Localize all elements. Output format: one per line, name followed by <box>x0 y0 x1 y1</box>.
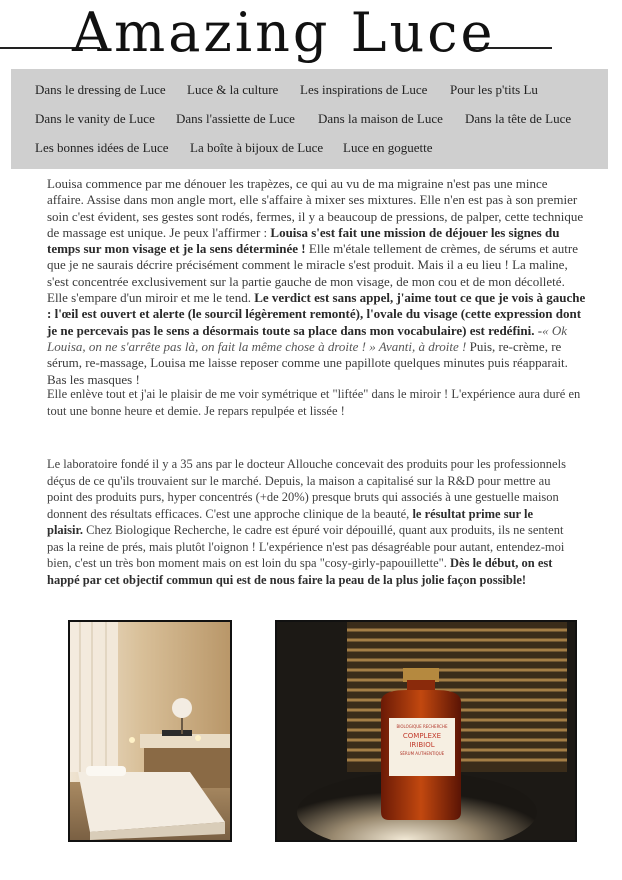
category-nav <box>11 69 608 169</box>
spa-room-illustration <box>70 622 230 840</box>
bottle-label-iribiol: IRIBIOL <box>409 741 435 749</box>
nav-item-ptits-lu[interactable]: Pour les p'tits Lu <box>450 82 538 97</box>
nav-item-bonnes-idees[interactable]: Les bonnes idées de Luce <box>35 140 169 155</box>
nav-item-assiette[interactable]: Dans l'assiette de Luce <box>176 111 295 126</box>
serum-bottle-photo[interactable] <box>275 620 577 842</box>
paragraph-emphasis: le résultat prime sur le plaisir. <box>47 506 534 537</box>
nav-item-dressing[interactable]: Dans le dressing de Luce <box>35 82 166 97</box>
article-paragraph-result: Elle enlève tout et j'ai le plaisir de me voir symétrique et "liftée" dans le miroir ! L'expérience aura duré en tout une bonne heure et demie. Je repars repulpée et lissée ! <box>47 387 581 418</box>
serum-bottle-illustration <box>277 622 575 840</box>
nav-item-inspirations[interactable]: Les inspirations de Luce <box>300 82 428 97</box>
bottle-label-serum: SÉRUM AUTHENTIQUE <box>399 751 445 756</box>
paragraph-text: - <box>534 322 543 338</box>
paragraph-text: Louisa commence par me dénouer les trapèzes, ce qui au vu de ma migraine n'est pas une mince affaire. Assise dans mon angle mort, elle s'affaire à mixer ses mixtures. Elle n'en est pas à son premier soin c'est évident, ses gestes sont rodés, fermes, il y a beaucoup de pressions, de palper, cette technique de massage est unique. Je peux l'affirmer : <box>47 176 584 240</box>
paragraph-emphasis: Le verdict est sans appel, j'aime tout ce que je vois à gauche : l'œil est ouvert et alerte (le sourcil légèrement remonté), l'ovale du visage (cette expression dont je ne percevais pas le sens a désormais toute sa place dans mon vocabulaire) est redéfini. <box>47 290 586 338</box>
site-title[interactable]: Amazing Luce <box>72 1 496 64</box>
nav-item-goguette[interactable]: Luce en goguette <box>343 140 433 155</box>
bottle-label-complexe: COMPLEXE <box>402 732 442 740</box>
bottle-label-brand: BIOLOGIQUE RECHERCHE <box>396 724 448 729</box>
paragraph-text: Chez Biologique Recherche, le cadre est épuré voir dépouillé, quant aux produits, ils ne sentent pas la reine de prés, mais plutôt l'oignon ! L'expérience n'est pas désagréable pour autant, entendez-moi bien, c'est un très bon moment mais on est loin du spa "cosy-girly-papouillette". <box>47 523 565 570</box>
paragraph-quote: « Ok Louisa, on ne s'arrête pas là, on fait la même chose à droite ! » Avanti, à droite ! <box>47 322 567 354</box>
nav-item-vanity[interactable]: Dans le vanity de Luce <box>35 111 155 126</box>
paragraph-text: Puis, re-crème, re sérum, re-massage, Louisa me laisse reposer comme une papillote quelques minutes puis réapparait. Bas les masques ! <box>47 338 568 387</box>
article-paragraph-laboratory <box>47 456 567 588</box>
paragraph-emphasis: Dès le début, on est happé par cet objectif commun qui est de nous faire la peau de la plus jolie façon possible! <box>47 556 553 587</box>
paragraph-emphasis: Louisa s'est fait une mission de déjouer les signes du temps sur mon visage et je la sens déterminée ! <box>47 224 560 257</box>
nav-item-tete[interactable]: Dans la tête de Luce <box>465 111 572 126</box>
nav-item-culture[interactable]: Luce & la culture <box>187 82 279 97</box>
nav-item-maison[interactable]: Dans la maison de Luce <box>318 111 443 126</box>
nav-item-bijoux[interactable]: La boîte à bijoux de Luce <box>190 140 324 155</box>
spa-room-photo[interactable] <box>68 620 232 842</box>
article-paragraph-treatment <box>47 176 587 388</box>
paragraph-text: Le laboratoire fondé il y a 35 ans par le docteur Allouche concevait des produits pour les professionnels déçus de ce qu'ils trouvaient sur le marché. Depuis, la maison a capitalisé sur la R&D pour mettre au point des produits purs, hyper concentrés (+de 20%) presque bruts qui associés à une gestuelle maison donnent des résultats efficaces. C'est une approche clinique de la beauté, <box>47 457 566 521</box>
site-header <box>0 0 622 70</box>
paragraph-text: Elle m'étale tellement de crèmes, de sérums et autre que je ne saurais décrire précisément comment le miracle s'est produit. Mais il a eu lieu ! La maline, s'est concentrée exclusivement sur la partie gauche de mon visage, de mon cou et de mon décolleté. Elle s'empare d'un miroir et me le tend. <box>47 241 578 306</box>
